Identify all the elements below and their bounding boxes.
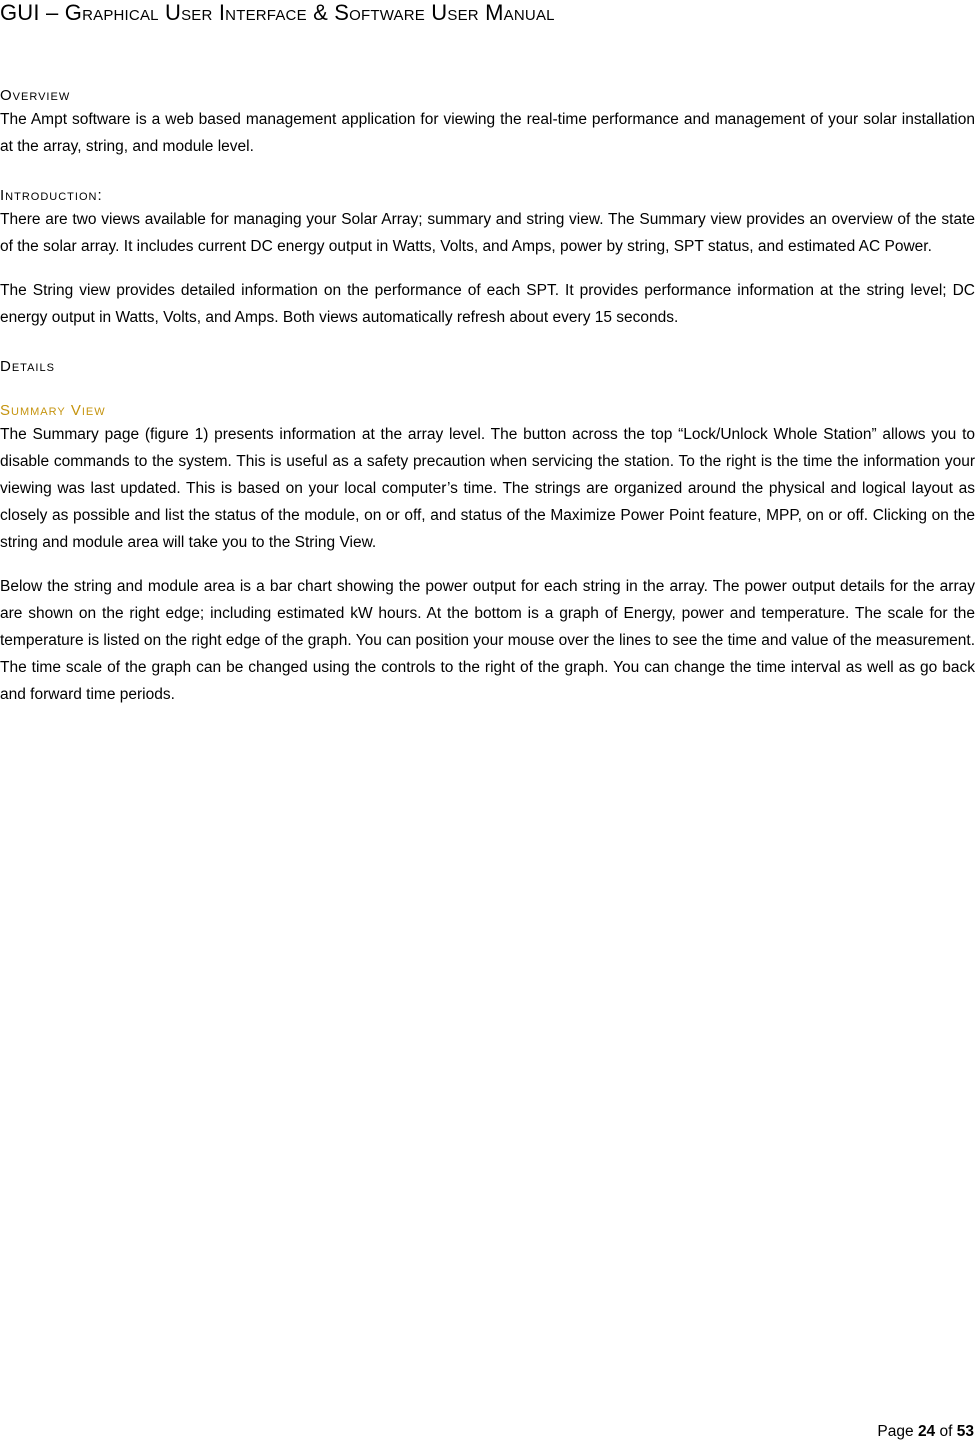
footer-of-word: of xyxy=(939,1423,953,1440)
overview-heading: Overview xyxy=(0,87,71,104)
footer-total-pages: 53 xyxy=(956,1423,974,1440)
page-number-footer xyxy=(877,1421,974,1443)
details-heading: Details xyxy=(0,358,55,375)
introduction-heading: Introduction: xyxy=(0,187,103,204)
document-title: GUI – Graphical User Interface & Software User Manual xyxy=(0,0,555,25)
summary-view-paragraph-1: The Summary page (figure 1) presents information at the array level. The button across the top “Lock/Unlock Whole Station” allows you to disable commands to the system. This is useful as a safety precaution when servicing the station. To the right is the time the information your viewing was last updated. This is based on your local computer’s time. The strings are organized around the physical and logical layout as closely as possible and list the status of the module, on or off, and status of the Maximize Power Point feature, MPP, on or off. Clicking on the string and module area will take you to the String View. xyxy=(0,426,975,551)
introduction-paragraph-1: There are two views available for managing your Solar Array; summary and string view. The Summary view provides an overview of the state of the solar array. It includes current DC energy output in Watts, Volts, and Amps, power by string, SPT status, and estimated AC Power. xyxy=(0,211,975,255)
introduction-paragraph-2: The String view provides detailed information on the performance of each SPT. It provides performance information at the string level; DC energy output in Watts, Volts, and Amps. Both views automatically refresh about every 15 seconds. xyxy=(0,282,975,326)
summary-view-heading: Summary View xyxy=(0,402,106,419)
document-content xyxy=(0,86,975,708)
footer-current-page: 24 xyxy=(917,1423,936,1440)
summary-view-paragraph-2: Below the string and module area is a bar chart showing the power output for each string in the array. The power output details for the array are shown on the right edge; including estimated kW hours. At the bottom is a graph of Energy, power and temperature. The scale for the temperature is listed on the right edge of the graph. You can position your mouse over the lines to see the time and value of the measurement. The time scale of the graph can be changed using the controls to the right of the graph. You can change the time interval as well as go back and forward time periods. xyxy=(0,578,975,703)
footer-page-word: Page xyxy=(877,1423,914,1440)
overview-paragraph: The Ampt software is a web based management application for viewing the real-time performance and management of your solar installation at the array, string, and module level. xyxy=(0,111,975,155)
